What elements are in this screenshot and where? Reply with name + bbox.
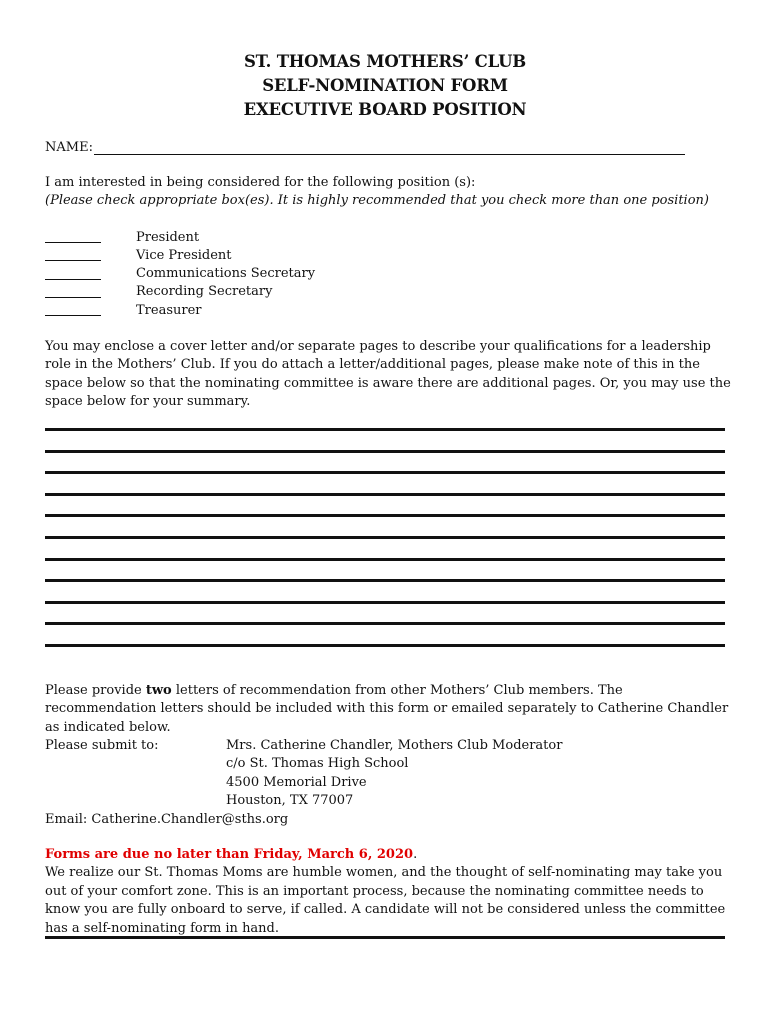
summary-line[interactable] xyxy=(45,579,725,582)
summary-line[interactable] xyxy=(45,536,725,539)
position-check-blank[interactable] xyxy=(45,229,101,243)
position-label: Recording Secretary xyxy=(136,284,273,300)
submit-block xyxy=(45,737,735,829)
bottom-rule xyxy=(45,936,725,939)
recommendation-paragraph xyxy=(45,682,735,737)
address-line: Mrs. Catherine Chandler, Mothers Club Moderator xyxy=(226,738,563,753)
summary-line[interactable] xyxy=(45,558,725,561)
summary-line[interactable] xyxy=(45,450,725,453)
submit-label: Please submit to: xyxy=(45,738,159,753)
position-label: Treasurer xyxy=(136,302,202,318)
summary-line[interactable] xyxy=(45,471,725,474)
summary-line[interactable] xyxy=(45,428,725,431)
recommendation-text-before: Please provide xyxy=(45,683,146,698)
position-item xyxy=(45,229,315,247)
address-line: c/o St. Thomas High School xyxy=(226,756,409,772)
title-line-form: SELF-NOMINATION FORM xyxy=(262,76,508,95)
position-item xyxy=(45,265,315,283)
summary-line[interactable] xyxy=(45,601,725,604)
email-line: Email: Catherine.Chandler@sths.org xyxy=(45,811,289,827)
position-label: Vice President xyxy=(136,247,232,263)
summary-line[interactable] xyxy=(45,493,725,496)
position-item xyxy=(45,284,315,302)
closing-paragraph: We realize our St. Thomas Moms are humble women, and the thought of self-nominating may take you out of your comfort zone. This is an important process, because the nominating committee needs to know you are fully onboard to serve, if called. A candidate will not be considered unless the committee has a self-nominating form in hand. xyxy=(45,865,726,936)
interest-section xyxy=(45,174,735,211)
address-line: Houston, TX 77007 xyxy=(226,793,354,809)
form-title xyxy=(0,50,770,122)
name-field-row xyxy=(45,139,685,157)
recommendation-text-after: letters of recommendation from other Mothers’ Club members. The recommendation letters should be included with this form or emailed separately to Catherine Chandler as indicated below. xyxy=(45,683,729,735)
address-line: 4500 Memorial Drive xyxy=(226,774,367,790)
enclose-instructions: You may enclose a cover letter and/or separate pages to describe your qualifications for a leadership role in the Mothers’ Club. If you do attach a letter/additional pages, please make note of this in the space below so that the nominating committee is aware there are additional pages. Or, you may use the space below for your summary. xyxy=(45,339,731,410)
name-blank-line[interactable] xyxy=(94,139,685,155)
submit-row xyxy=(45,737,735,755)
position-item xyxy=(45,302,315,320)
summary-line[interactable] xyxy=(45,514,725,517)
position-label: Communications Secretary xyxy=(136,266,316,282)
due-section xyxy=(45,846,735,938)
summary-line[interactable] xyxy=(45,622,725,625)
recommendation-count: two xyxy=(145,683,172,698)
position-check-blank[interactable] xyxy=(45,247,101,261)
position-check-blank[interactable] xyxy=(45,266,101,280)
position-checklist xyxy=(45,229,315,320)
summary-line[interactable] xyxy=(45,644,725,647)
name-label: NAME: xyxy=(45,140,93,155)
due-line xyxy=(45,846,735,864)
position-label: President xyxy=(136,229,200,245)
due-period: . xyxy=(413,847,418,862)
position-item xyxy=(45,247,315,265)
title-line-position: EXECUTIVE BOARD POSITION xyxy=(243,100,527,119)
summary-lines[interactable] xyxy=(45,428,725,666)
position-check-blank[interactable] xyxy=(45,302,101,316)
position-check-blank[interactable] xyxy=(45,284,101,298)
interest-intro: I am interested in being considered for the following position (s): xyxy=(45,175,476,190)
due-deadline: Forms are due no later than Friday, March 6, 2020 xyxy=(45,847,414,862)
title-line-club: ST. THOMAS MOTHERS’ CLUB xyxy=(243,52,527,71)
interest-instruction: (Please check appropriate box(es). It is highly recommended that you check more than one position) xyxy=(45,193,709,209)
